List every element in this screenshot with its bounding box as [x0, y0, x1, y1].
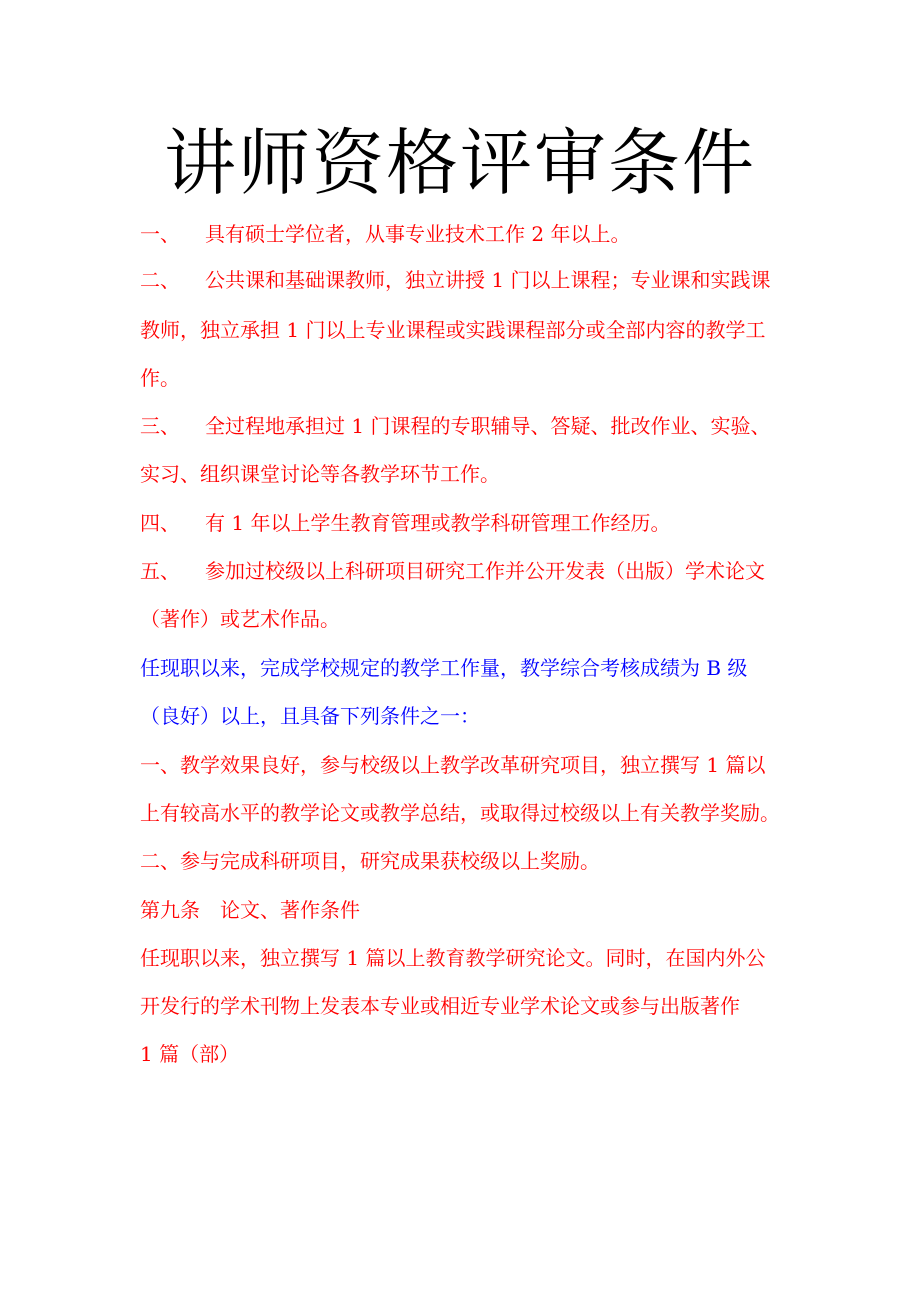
- item-number: 二、: [140, 268, 180, 292]
- item-text: 参加过校级以上科研项目研究工作并公开发表（出版）学术论文: [205, 559, 765, 583]
- item-2: [140, 266, 790, 294]
- article-line: 开发行的学术刊物上发表本专业或相近专业学术论文或参与出版著作: [140, 994, 740, 1018]
- item-number: 一、: [140, 222, 180, 246]
- condition-line: 一、教学效果良好，参与校级以上教学改革研究项目，独立撰写 1 篇以: [140, 753, 766, 777]
- item-4: [140, 509, 790, 537]
- item-3: [140, 412, 790, 440]
- item-2-continuation: 作。: [140, 366, 180, 390]
- item-5-continuation: （著作）或艺术作品。: [140, 607, 340, 631]
- condition-line: 二、参与完成科研项目，研究成果获校级以上奖励。: [140, 849, 600, 873]
- article-line: 任现职以来，独立撰写 1 篇以上教育教学研究论文。同时，在国内外公: [140, 946, 766, 970]
- condition-line: 上有较高水平的教学论文或教学总结，或取得过校级以上有关教学奖励。: [140, 801, 780, 825]
- requirement-paragraph: （良好）以上，且具备下列条件之一：: [140, 704, 480, 728]
- item-number: 五、: [140, 559, 180, 583]
- item-5: [140, 557, 790, 585]
- item-text: 具有硕士学位者，从事专业技术工作 2 年以上。: [205, 222, 631, 246]
- article-heading: 第九条 论文、著作条件: [140, 898, 360, 922]
- item-text: 全过程地承担过 1 门课程的专职辅导、答疑、批改作业、实验、: [205, 414, 771, 438]
- item-text: 有 1 年以上学生教育管理或教学科研管理工作经历。: [205, 511, 671, 535]
- item-number: 三、: [140, 414, 180, 438]
- requirement-paragraph: 任现职以来，完成学校规定的教学工作量，教学综合考核成绩为 B 级: [140, 656, 748, 680]
- item-1: [140, 220, 790, 248]
- item-3-continuation: 实习、组织课堂讨论等各教学环节工作。: [140, 462, 500, 486]
- item-2-continuation: 教师，独立承担 1 门以上专业课程或实践课程部分或全部内容的教学工: [140, 318, 766, 342]
- item-text: 公共课和基础课教师，独立讲授 1 门以上课程；专业课和实践课: [205, 268, 771, 292]
- item-number: 四、: [140, 511, 180, 535]
- page-title: 讲师资格评审条件: [163, 121, 756, 205]
- article-line: 1 篇（部）: [140, 1042, 240, 1066]
